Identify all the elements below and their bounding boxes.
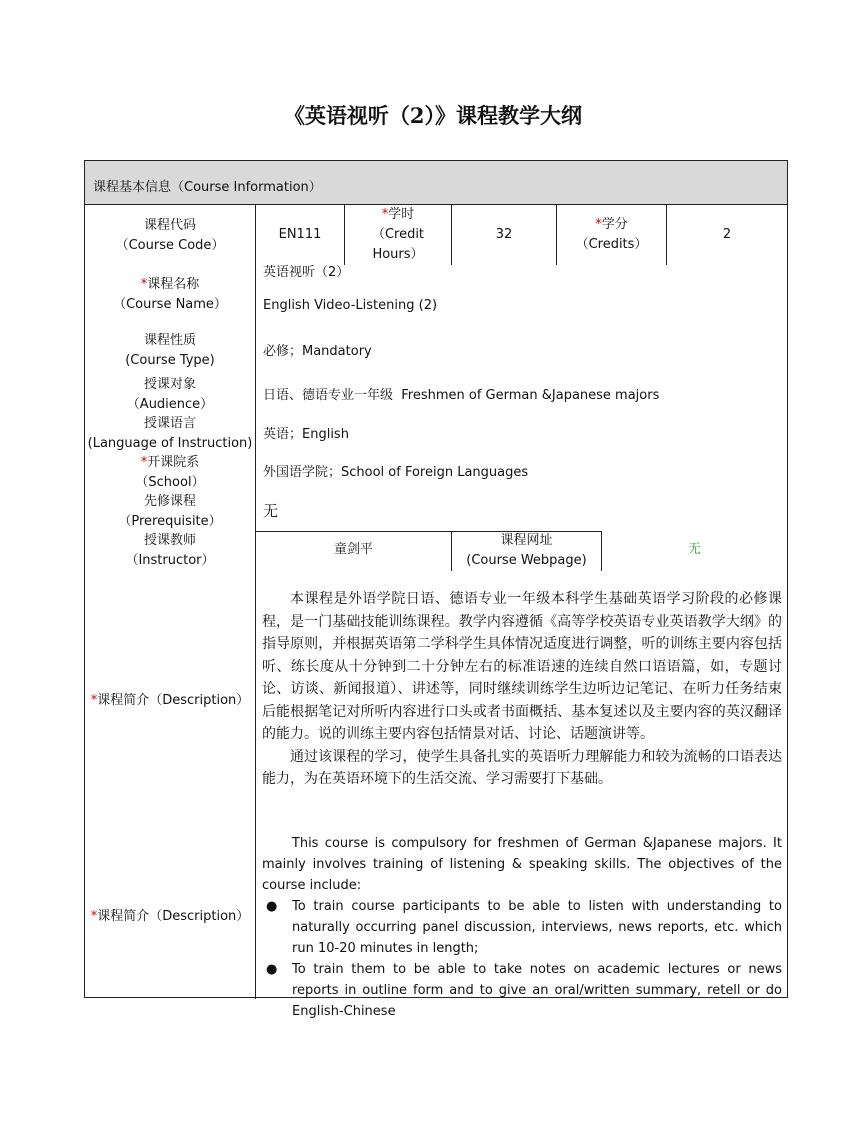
list-item: ● To train them to be able to take notes on academic lectures or news reports in outline form and to give an oral/written summary, retell or do English-Chinese bbox=[262, 959, 782, 1022]
language-value: 英语；English bbox=[263, 427, 349, 442]
required-mark: * bbox=[90, 693, 98, 708]
bullet-icon: ● bbox=[266, 899, 278, 914]
document-title: 《英语视听（2）》课程教学大纲 bbox=[283, 103, 583, 128]
course-info-table bbox=[84, 160, 788, 1019]
description-en-body bbox=[262, 833, 782, 1022]
description-en-intro: This course is compulsory for freshmen of German &Japanese majors. It mainly involves training of listening & speaking skills. The objectives of the course include: bbox=[262, 836, 782, 893]
course-type-label: 课程性质 (Course Type) bbox=[125, 333, 215, 368]
list-item: ● To train course participants to be able to listen with understanding to naturally occurring panel discussion, interviews, news reports, etc. which run 10-20 minutes in length; bbox=[262, 896, 782, 959]
instructor-value: 童剑平 bbox=[333, 542, 373, 557]
label-column-divider bbox=[255, 205, 256, 999]
description-cn-para2: 通过该课程的学习，使学生具备扎实的英语听力理解能力和较为流畅的口语表达能力，为在英语环境下的生活交流、学习需要打下基础。 bbox=[262, 748, 782, 787]
required-mark: * bbox=[140, 277, 148, 292]
audience-value: 日语、德语专业一年级 Freshmen of German &Japanese majors bbox=[263, 388, 660, 403]
required-mark: * bbox=[381, 207, 389, 222]
course-name-cn: 英语视听（2） bbox=[263, 265, 350, 280]
course-code-label: 课程代码 （Course Code） bbox=[115, 218, 225, 253]
credits-label: *学分 （Credits） bbox=[575, 217, 648, 252]
school-label: *开课院系 （School） bbox=[135, 455, 205, 490]
objectives-list bbox=[262, 896, 782, 1022]
audience-label: 授课对象 （Audience） bbox=[126, 377, 214, 412]
bullet-icon: ● bbox=[266, 962, 278, 977]
school-value: 外国语学院；School of Foreign Languages bbox=[263, 465, 529, 480]
credit-hours-value: 32 bbox=[495, 227, 513, 242]
course-name-en: English Video-Listening (2) bbox=[263, 298, 438, 313]
course-type-value: 必修；Mandatory bbox=[263, 344, 372, 359]
course-name-label: *课程名称 （Course Name） bbox=[113, 277, 227, 312]
section-header: 课程基本信息（Course Information） bbox=[85, 161, 787, 205]
required-mark: * bbox=[595, 217, 602, 232]
language-label: 授课语言 (Language of Instruction) bbox=[87, 416, 253, 451]
required-mark: * bbox=[140, 455, 148, 470]
description-en-label: *课程简介（Description） bbox=[90, 909, 250, 924]
prerequisite-label: 先修课程 （Prerequisite） bbox=[118, 494, 222, 529]
credit-hours-label: *学时 （Credit Hours） bbox=[371, 207, 425, 262]
description-cn-para1: 本课程是外语学院日语、德语专业一年级本科学生基础英语学习阶段的必修课程，是一门基础技能训练课程。教学内容遵循《高等学校英语专业英语教学大纲》的指导原则，并根据英语第二学科学生具体情况适度进行调整，听的训练主要内容包括听、练长度从十分钟到二十分钟左右的标准语速的连续自然口语语篇，如，专题讨论、访谈、新闻报道）、讲述等，同时继续训练学生边听边记笔记、在听力任务结束后能根据笔记对所听内容进行口头或者书面概括、基本复述以及主要内容的英汉翻译的能力。说的训练主要内容包括情景对话、讨论、话题演讲等。 bbox=[262, 591, 782, 742]
description-cn-label: *课程简介（Description） bbox=[90, 693, 250, 708]
credits-value: 2 bbox=[722, 227, 732, 242]
description-cn-body bbox=[262, 588, 782, 791]
required-mark: * bbox=[90, 909, 98, 924]
instructor-label: 授课教师 （Instructor） bbox=[125, 533, 215, 568]
prerequisite-value: 无 bbox=[263, 502, 279, 520]
course-code-value: EN111 bbox=[278, 227, 322, 242]
webpage-label: 课程网址 (Course Webpage) bbox=[466, 533, 587, 568]
webpage-value: 无 bbox=[687, 542, 701, 557]
